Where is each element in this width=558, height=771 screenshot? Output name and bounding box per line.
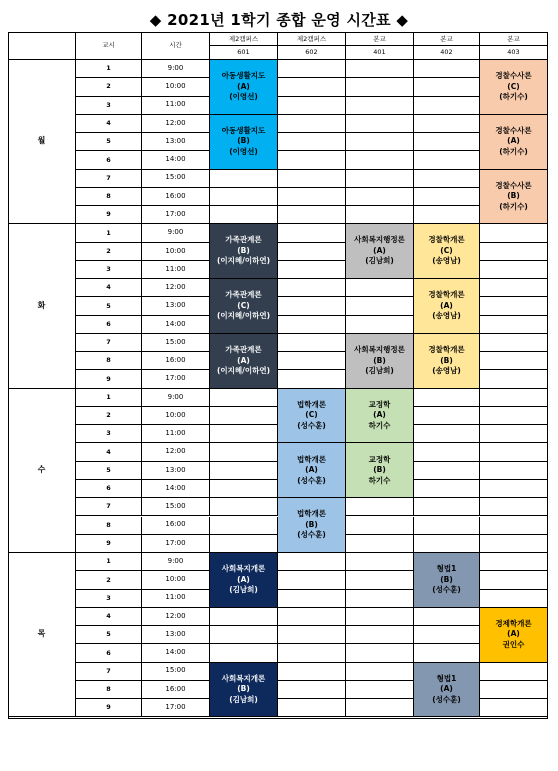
page-title: ◆ 2021년 1학기 종합 운영 시간표 ◆ [149,11,409,29]
time-cell: 9:00 [142,224,210,242]
period-cell: 3 [76,261,142,279]
empty-slot [414,626,480,644]
period-cell: 7 [76,663,142,681]
empty-slot [480,498,548,516]
empty-slot [278,170,346,188]
header-campus: 본교 [414,33,479,46]
empty-slot [278,78,346,96]
time-cell: 12:00 [142,443,210,461]
period-cell: 9 [76,206,142,224]
period-cell: 1 [76,553,142,571]
class-block[interactable]: 경찰학개론 (A) (송영남) [414,279,480,334]
empty-slot [414,608,480,626]
empty-slot [278,60,346,78]
period-cell: 4 [76,279,142,297]
empty-slot [414,188,480,206]
empty-slot [346,316,414,334]
header-room-601 [210,32,278,60]
empty-slot [346,699,414,717]
empty-slot [480,243,548,261]
empty-slot [210,498,278,516]
empty-slot [346,206,414,224]
class-block[interactable]: 아동생활지도 (B) (이영선) [210,115,278,170]
time-cell: 14:00 [142,644,210,662]
empty-slot [278,261,346,279]
empty-slot [480,407,548,425]
period-cell: 6 [76,480,142,498]
period-cell: 4 [76,608,142,626]
day-label: 목 [8,553,76,717]
empty-slot [278,626,346,644]
time-cell: 14:00 [142,480,210,498]
empty-slot [346,97,414,115]
empty-slot [278,206,346,224]
class-block[interactable]: 형법1 (A) (성수훈) [414,663,480,718]
time-cell: 13:00 [142,462,210,480]
empty-slot [210,389,278,407]
empty-slot [278,334,346,352]
period-cell: 6 [76,151,142,169]
empty-slot [346,608,414,626]
header-room-number: 602 [305,48,318,56]
empty-slot [346,626,414,644]
empty-slot [346,644,414,662]
period-cell: 2 [76,78,142,96]
empty-slot [210,644,278,662]
empty-slot [278,115,346,133]
empty-slot [278,133,346,151]
empty-slot [414,644,480,662]
empty-slot [278,352,346,370]
period-cell: 5 [76,462,142,480]
period-cell: 5 [76,297,142,315]
class-block[interactable]: 아동생활지도 (A) (이영선) [210,60,278,115]
class-block[interactable]: 형법1 (B) (성수훈) [414,553,480,608]
day-label: 수 [8,389,76,553]
time-cell: 16:00 [142,188,210,206]
class-block[interactable]: 경찰수사론 (B) (하기수) [480,170,548,225]
period-cell: 2 [76,243,142,261]
empty-slot [480,389,548,407]
empty-slot [414,78,480,96]
empty-slot [210,206,278,224]
header-room-403 [480,32,548,60]
class-block[interactable]: 가족관계론 (B) (이지혜/이하연) [210,224,278,279]
class-block[interactable]: 사회복지개론 (B) (김남희) [210,663,278,718]
empty-slot [278,224,346,242]
empty-slot [346,115,414,133]
empty-slot [346,498,414,516]
class-block[interactable]: 가족관계론 (A) (이지혜/이하연) [210,334,278,389]
empty-slot [278,297,346,315]
empty-slot [480,517,548,535]
empty-slot [278,699,346,717]
empty-slot [210,425,278,443]
empty-slot [414,425,480,443]
empty-slot [414,115,480,133]
time-cell: 15:00 [142,334,210,352]
empty-slot [480,443,548,461]
header-room-number: 601 [237,48,250,56]
class-block[interactable]: 법학개론 (C) (성수훈) [278,389,346,444]
time-cell: 12:00 [142,608,210,626]
empty-slot [480,681,548,699]
empty-slot [480,224,548,242]
time-cell: 12:00 [142,115,210,133]
empty-slot [346,590,414,608]
empty-slot [278,590,346,608]
header-period: 교시 [76,32,142,60]
empty-slot [480,334,548,352]
empty-slot [278,188,346,206]
time-cell: 10:00 [142,407,210,425]
empty-slot [278,151,346,169]
period-cell: 8 [76,188,142,206]
empty-slot [210,608,278,626]
period-cell: 1 [76,224,142,242]
empty-slot [278,571,346,589]
empty-slot [210,170,278,188]
empty-slot [346,279,414,297]
period-cell: 6 [76,644,142,662]
empty-slot [278,243,346,261]
header-campus: 본교 [480,33,547,46]
empty-slot [414,60,480,78]
empty-slot [480,425,548,443]
empty-slot [414,480,480,498]
empty-slot [278,553,346,571]
period-cell: 8 [76,352,142,370]
time-cell: 10:00 [142,243,210,261]
empty-slot [278,316,346,334]
class-block[interactable]: 경제학개론 (A) 권인수 [480,608,548,663]
time-cell: 15:00 [142,663,210,681]
time-cell: 9:00 [142,60,210,78]
period-cell: 1 [76,60,142,78]
header-room-number: 401 [373,48,386,56]
empty-slot [480,462,548,480]
empty-slot [480,663,548,681]
period-cell: 3 [76,425,142,443]
empty-slot [278,279,346,297]
class-block[interactable]: 교정학 (A) 하기수 [346,389,414,444]
period-cell: 7 [76,498,142,516]
header-time: 시간 [142,32,210,60]
time-cell: 13:00 [142,133,210,151]
empty-slot [414,206,480,224]
period-cell: 8 [76,681,142,699]
time-cell: 9:00 [142,553,210,571]
time-cell: 15:00 [142,498,210,516]
empty-slot [414,407,480,425]
day-label: 월 [8,60,76,224]
period-cell: 4 [76,443,142,461]
empty-slot [480,316,548,334]
empty-slot [480,370,548,388]
period-cell: 9 [76,535,142,553]
empty-slot [480,699,548,717]
empty-slot [480,261,548,279]
header-campus: 본교 [346,33,413,46]
empty-slot [480,553,548,571]
period-cell: 1 [76,389,142,407]
empty-slot [414,462,480,480]
empty-slot [414,389,480,407]
period-cell: 7 [76,170,142,188]
class-block[interactable]: 사회복지행정론 (B) (김남희) [346,334,414,389]
empty-slot [346,297,414,315]
time-cell: 15:00 [142,170,210,188]
empty-slot [210,535,278,553]
time-cell: 17:00 [142,206,210,224]
period-cell: 5 [76,133,142,151]
time-cell: 12:00 [142,279,210,297]
empty-slot [210,407,278,425]
time-cell: 14:00 [142,316,210,334]
empty-slot [346,60,414,78]
empty-slot [210,443,278,461]
header-room-number: 402 [440,48,453,56]
empty-slot [346,553,414,571]
header-campus: 제2캠퍼스 [210,33,277,46]
time-cell: 16:00 [142,681,210,699]
time-cell: 11:00 [142,425,210,443]
class-block[interactable]: 경찰수사론 (C) (하기수) [480,60,548,115]
period-cell: 3 [76,97,142,115]
empty-slot [346,571,414,589]
header-room-number: 403 [507,48,520,56]
period-cell: 9 [76,370,142,388]
class-block[interactable]: 교정학 (B) 하기수 [346,443,414,498]
time-cell: 16:00 [142,517,210,535]
header-corner [8,32,76,60]
empty-slot [480,297,548,315]
time-cell: 13:00 [142,297,210,315]
empty-slot [278,681,346,699]
header-campus: 제2캠퍼스 [278,33,345,46]
empty-slot [346,188,414,206]
empty-slot [414,170,480,188]
period-cell: 6 [76,316,142,334]
empty-slot [346,681,414,699]
time-cell: 11:00 [142,590,210,608]
empty-slot [278,644,346,662]
empty-slot [414,443,480,461]
class-block[interactable]: 법학개론 (B) (성수훈) [278,498,346,553]
period-cell: 2 [76,407,142,425]
empty-slot [210,188,278,206]
day-label: 화 [8,224,76,388]
empty-slot [414,517,480,535]
empty-slot [278,663,346,681]
period-cell: 3 [76,590,142,608]
class-block[interactable]: 사회복지개론 (A) (김남희) [210,553,278,608]
empty-slot [346,663,414,681]
empty-slot [346,170,414,188]
header-room-602 [278,32,346,60]
class-block[interactable]: 경찰수사론 (A) (하기수) [480,115,548,170]
header-room-402 [414,32,480,60]
empty-slot [480,352,548,370]
time-cell: 13:00 [142,626,210,644]
period-cell: 2 [76,571,142,589]
time-cell: 10:00 [142,78,210,96]
empty-slot [414,133,480,151]
time-cell: 11:00 [142,97,210,115]
time-cell: 9:00 [142,389,210,407]
empty-slot [210,517,278,535]
class-block[interactable]: 가족관계론 (C) (이지혜/이하연) [210,279,278,334]
class-block[interactable]: 사회복지행정론 (A) (김남희) [346,224,414,279]
empty-slot [480,279,548,297]
empty-slot [480,571,548,589]
period-cell: 8 [76,517,142,535]
class-block[interactable]: 경찰학개론 (B) (송영남) [414,334,480,389]
empty-slot [210,626,278,644]
time-cell: 16:00 [142,352,210,370]
empty-slot [210,462,278,480]
time-cell: 14:00 [142,151,210,169]
time-cell: 17:00 [142,699,210,717]
period-cell: 5 [76,626,142,644]
empty-slot [480,590,548,608]
empty-slot [414,97,480,115]
empty-slot [346,535,414,553]
period-cell: 4 [76,115,142,133]
empty-slot [210,480,278,498]
time-cell: 11:00 [142,261,210,279]
period-cell: 7 [76,334,142,352]
empty-slot [278,97,346,115]
timetable [8,32,548,719]
empty-slot [346,78,414,96]
empty-slot [414,151,480,169]
class-block[interactable]: 법학개론 (A) (성수훈) [278,443,346,498]
empty-slot [346,517,414,535]
time-cell: 10:00 [142,571,210,589]
time-cell: 17:00 [142,370,210,388]
empty-slot [278,608,346,626]
class-block[interactable]: 경찰학개론 (C) (송영남) [414,224,480,279]
empty-slot [414,498,480,516]
time-cell: 17:00 [142,535,210,553]
empty-slot [346,151,414,169]
empty-slot [414,535,480,553]
header-room-401 [346,32,414,60]
period-cell: 9 [76,699,142,717]
empty-slot [346,133,414,151]
empty-slot [480,480,548,498]
empty-slot [278,370,346,388]
empty-slot [480,535,548,553]
